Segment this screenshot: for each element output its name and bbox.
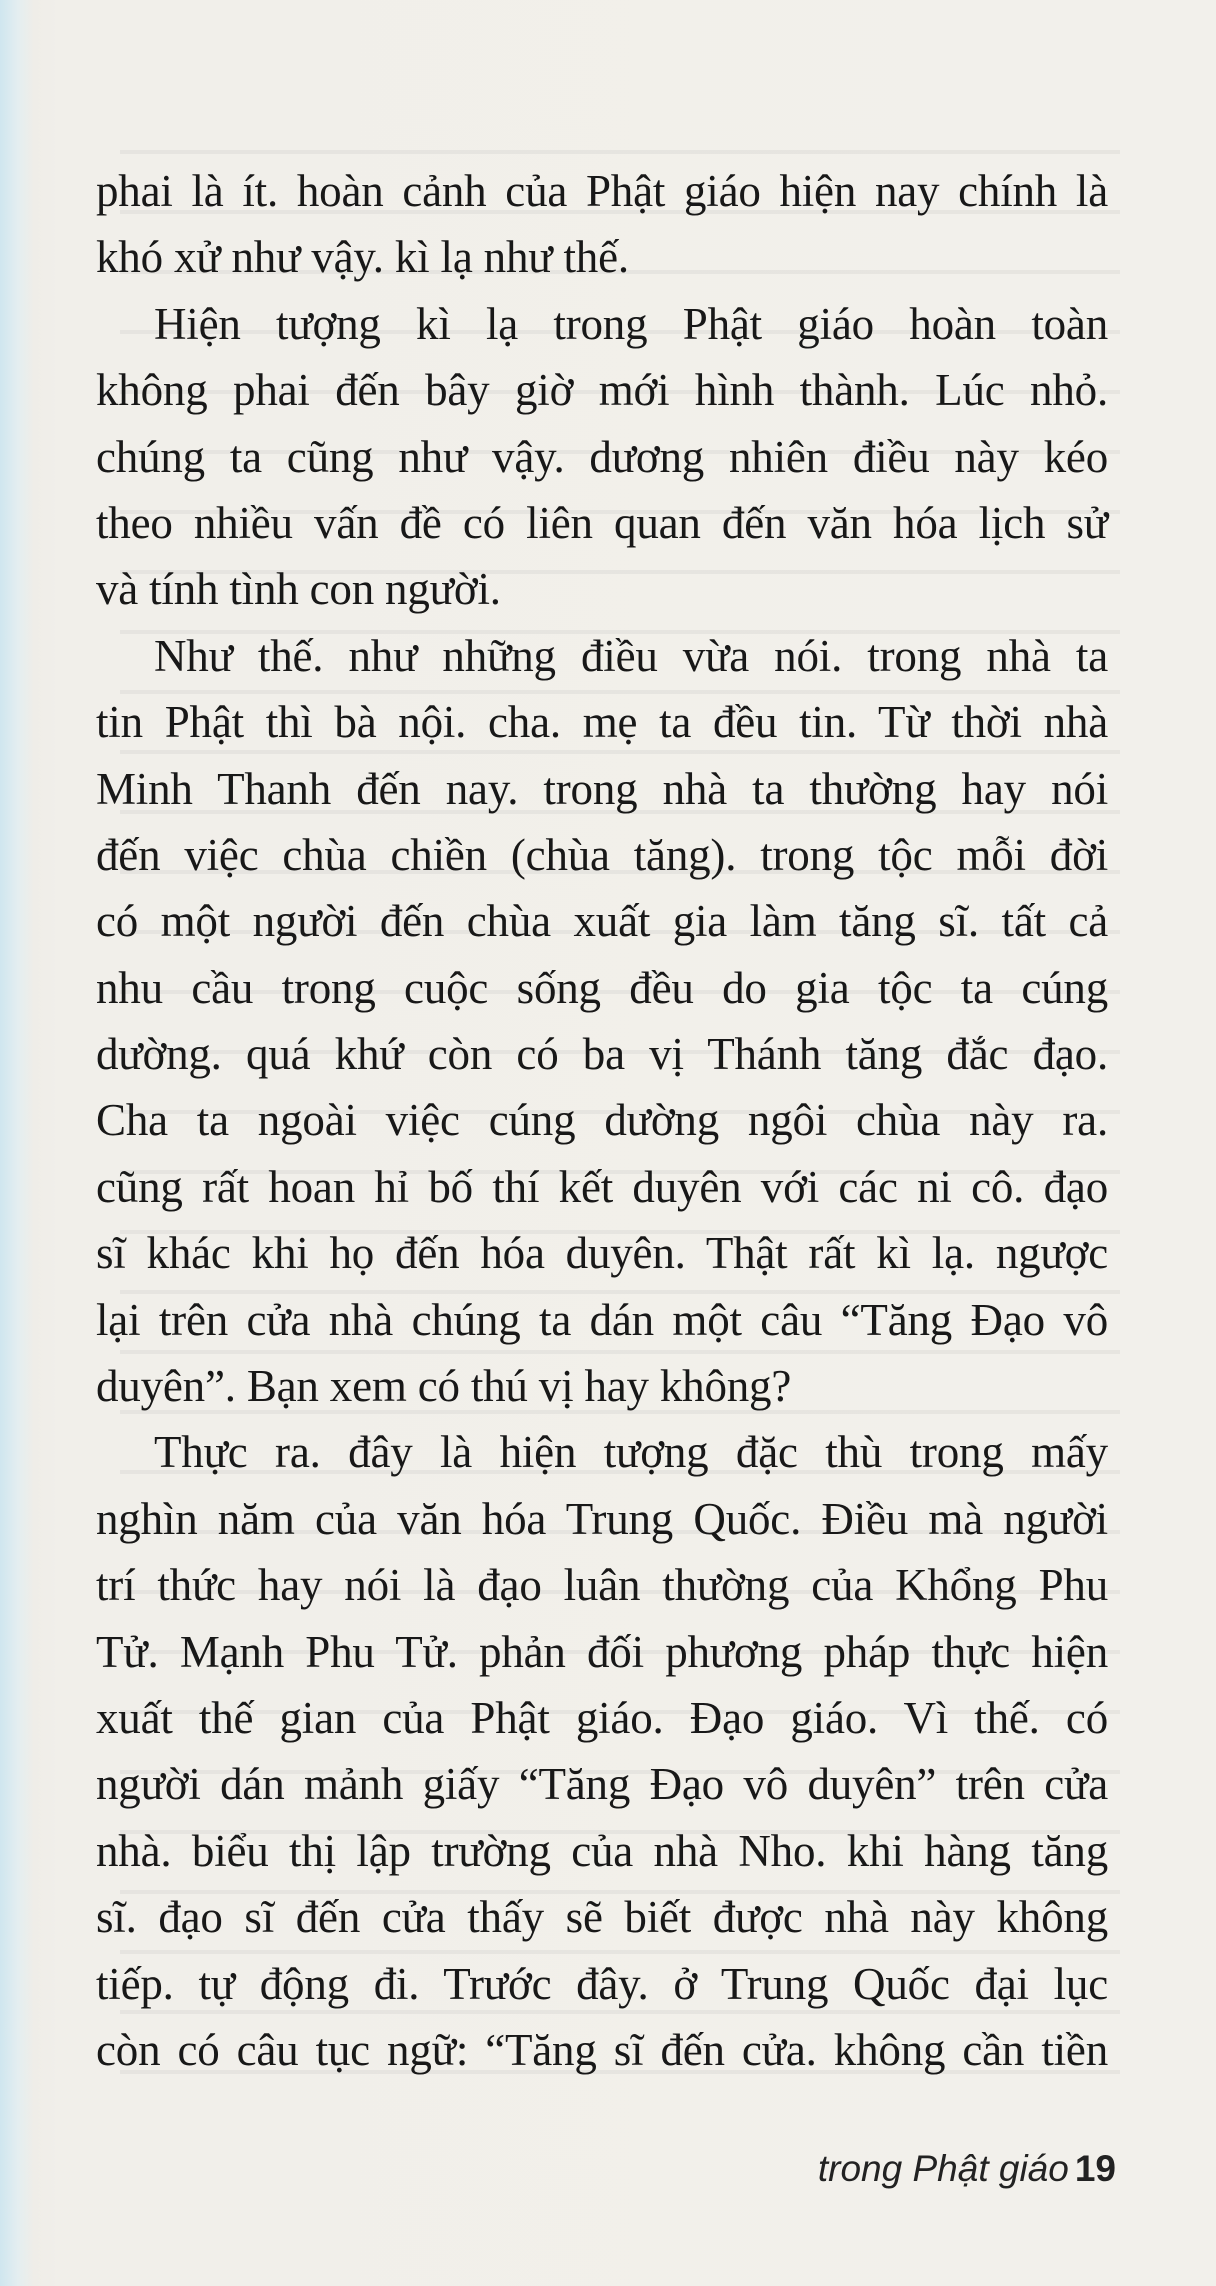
text-line: tiếp. tự động đi. Trước đây. ở Trung Quốc đại lục (96, 1958, 1108, 2009)
text-line: nhu cầu trong cuộc sống đều do gia tộc ta cúng (96, 962, 1108, 1013)
text-line: Như thế. như những điều vừa nói. trong nhà ta (154, 630, 1108, 681)
text-line: dường. quá khứ còn có ba vị Thánh tăng đắc đạo. (96, 1029, 1108, 1080)
text-line: có một người đến chùa xuất gia làm tăng sĩ. tất cả (96, 896, 1108, 947)
text-line: không phai đến bây giờ mới hình thành. Lúc nhỏ. (96, 365, 1108, 416)
text-line: theo nhiều vấn đề có liên quan đến văn hóa lịch sử (96, 497, 1108, 548)
text-line: phai là ít. hoàn cảnh của Phật giáo hiện nay chính là (96, 166, 1108, 216)
text-line: Hiện tượng kì lạ trong Phật giáo hoàn toàn (154, 298, 1108, 349)
text-line: cũng rất hoan hỉ bố thí kết duyên với các ni cô. đạo (96, 1161, 1108, 1212)
text-line: người dán mảnh giấy “Tăng Đạo vô duyên” trên cửa (96, 1759, 1108, 1810)
text-line: đến việc chùa chiền (chùa tăng). trong tộc mỗi đời (96, 829, 1108, 880)
text-line: Thực ra. đây là hiện tượng đặc thù trong mấy (154, 1427, 1108, 1478)
text-line: Minh Thanh đến nay. trong nhà ta thường hay nói (96, 763, 1108, 814)
page-footer (818, 2148, 1116, 2190)
text-line: sĩ. đạo sĩ đến cửa thấy sẽ biết được nhà này không (96, 1892, 1108, 1943)
text-line: nhà. biểu thị lập trường của nhà Nho. khi hàng tăng (96, 1825, 1108, 1876)
text-line: chúng ta cũng như vậy. dương nhiên điều này kéo (96, 431, 1108, 482)
text-line: lại trên cửa nhà chúng ta dán một câu “Tăng Đạo vô (96, 1294, 1108, 1345)
text-line: tin Phật thì bà nội. cha. mẹ ta đều tin. Từ thời nhà (96, 697, 1108, 748)
running-title: trong Phật giáo (817, 2148, 1069, 2189)
text-line: trí thức hay nói là đạo luân thường của Khổng Phu (96, 1560, 1108, 1611)
text-line: và tính tình con người. (96, 564, 501, 615)
text-line: Tử. Mạnh Phu Tử. phản đối phương pháp thực hiện (96, 1626, 1108, 1677)
text-line: sĩ khác khi họ đến hóa duyên. Thật rất kì lạ. ngược (96, 1228, 1108, 1279)
text-line: duyên”. Bạn xem có thú vị hay không? (96, 1361, 792, 1412)
text-line: còn có câu tục ngữ: “Tăng sĩ đến cửa. không cần tiền (96, 2024, 1108, 2075)
text-line: khó xử như vậy. kì lạ như thế. (96, 232, 629, 283)
text-line: nghìn năm của văn hóa Trung Quốc. Điều mà người (96, 1493, 1108, 1544)
page-number: 19 (1074, 2148, 1116, 2189)
body-text (96, 158, 1108, 2083)
text-line: Cha ta ngoài việc cúng dường ngôi chùa này ra. (96, 1095, 1108, 1146)
text-line: xuất thế gian của Phật giáo. Đạo giáo. Vì thế. có (96, 1692, 1108, 1743)
